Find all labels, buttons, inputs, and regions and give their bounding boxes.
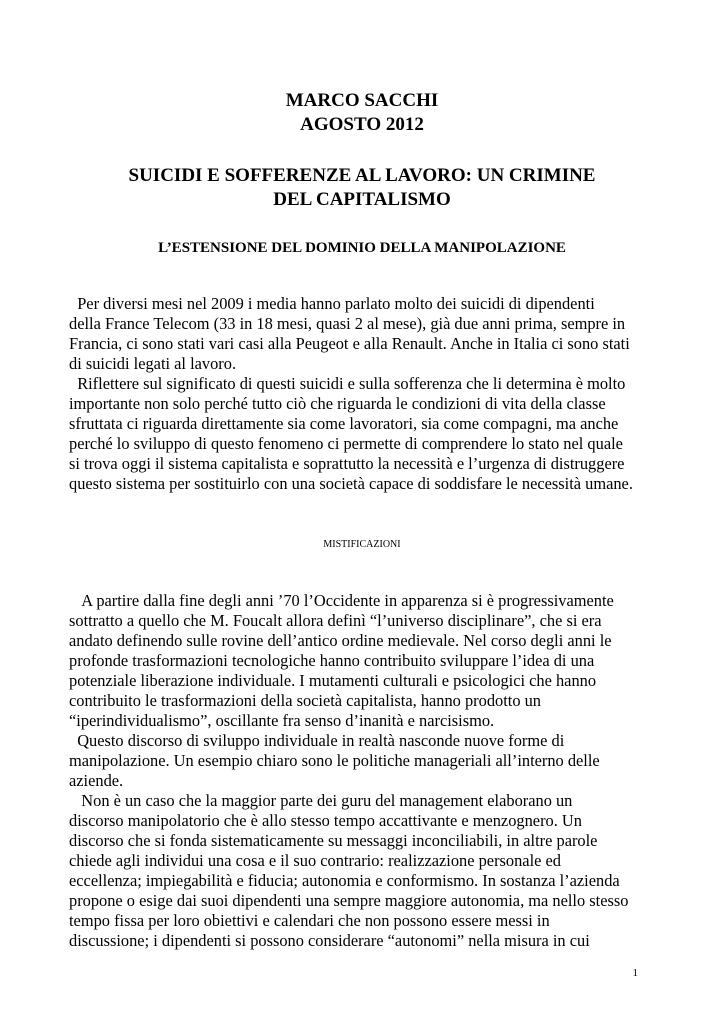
title-line-2: DEL CAPITALISMO [273,189,451,210]
text-line: eccellenza; impiegabilità e fiducia; autonomia e conformismo. In sostanza l’azienda [69,871,620,890]
document-title [0,164,724,212]
publication-date: AGOSTO 2012 [300,114,424,135]
text-line: si trova oggi il sistema capitalista e soprattutto la necessità e l’urgenza di distruggere [69,454,625,473]
text-line: discussione; i dipendenti si possono considerare “autonomi” nella misura in cui [69,931,590,950]
text-line: di suicidi legati al lavoro. [69,354,237,373]
text-line: Non è un caso che la maggior parte dei guru del management elaborano un [69,791,573,810]
intro-text [69,294,669,494]
title-line-1: SUICIDI E SOFFERENZE AL LAVORO: UN CRIMINE [128,165,596,186]
text-line: perché lo sviluppo di questo fenomeno ci permette di comprendere lo stato nel quale [69,434,623,453]
page-number: 1 [632,967,638,979]
text-line: aziende. [69,771,124,790]
text-line: Riflettere sul significato di questi suicidi e sulla sofferenza che li determina è molto [69,374,626,393]
text-line: andato definendo sulle rovine dell’antico ordine medievale. Nel corso degli anni le [69,631,612,650]
text-line: contribuito le trasformazioni della società capitalista, hanno prodotto un [69,691,541,710]
text-line: Francia, ci sono stati vari casi alla Peugeot e alla Renault. Anche in Italia ci sono stati [69,334,630,353]
text-line: questo sistema per sostituirlo con una società capace di soddisfare le necessità umane. [69,474,633,493]
section-text [69,591,669,951]
text-line: Questo discorso di sviluppo individuale in realtà nasconde nuove forme di [69,731,565,750]
author-name: MARCO SACCHI [285,90,439,111]
text-line: sottratto a quello che M. Foucalt allora definì “l’universo disciplinare”, che si era [69,611,602,630]
text-line: profonde trasformazioni tecnologiche hanno contribuito sviluppare l’idea di una [69,651,595,670]
text-line: “iperindividualismo”, oscillante fra senso d’inanità e narcisismo. [69,711,495,730]
text-line: importante non solo perché tutto ciò che riguarda le condizioni di vita della classe [69,394,606,413]
text-line: manipolazione. Un esempio chiaro sono le politiche manageriali all’interno delle [69,751,600,770]
section-heading: MISTIFICAZIONI [323,539,401,550]
text-line: potenziale liberazione individuale. I mutamenti culturali e psicologici che hanno [69,671,597,690]
text-line: sfruttata ci riguarda direttamente sia come lavoratori, sia come compagni, ma anche [69,414,619,433]
text-line: propone o esige dai suoi dipendenti una sempre maggiore autonomia, ma nello stesso [69,891,629,910]
text-line: chiede agli individui una cosa e il suo contrario: realizzazione personale ed [69,851,561,870]
text-line: A partire dalla fine degli anni ’70 l’Occidente in apparenza si è progressivamente [69,591,614,610]
text-line: tempo fissa per loro obiettivi e calendari che non possono essere messi in [69,911,550,930]
text-line: discorso manipolatorio che è allo stesso tempo accattivante e menzognero. Un [69,811,582,830]
text-line: della France Telecom (33 in 18 mesi, quasi 2 al mese), già due anni prima, sempre in [69,314,626,333]
text-line: discorso che si fonda sistematicamente su messaggi inconciliabili, in altre parole [69,831,598,850]
text-line: Per diversi mesi nel 2009 i media hanno parlato molto dei suicidi di dipendenti [69,294,595,313]
document-subtitle: L’ESTENSIONE DEL DOMINIO DELLA MANIPOLAZIONE [158,240,566,256]
author-block [0,89,724,137]
